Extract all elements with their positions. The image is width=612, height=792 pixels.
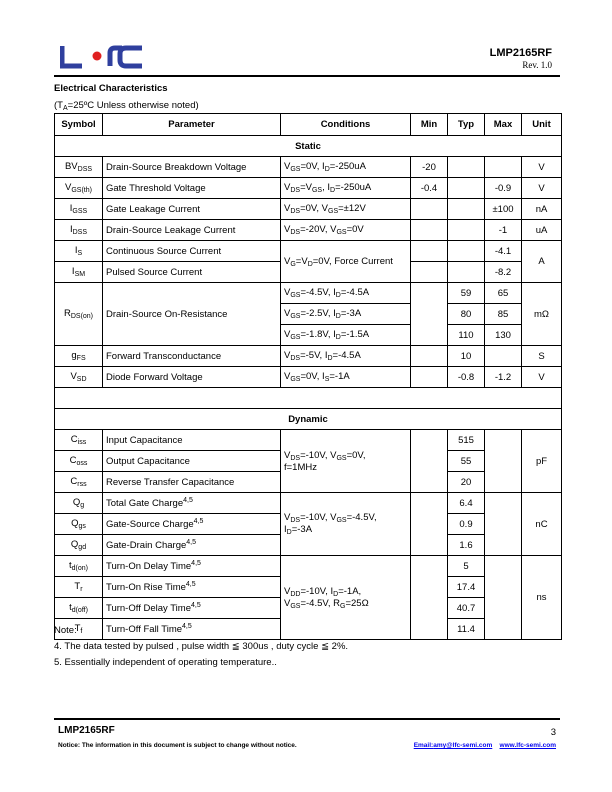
conditions-cell: $V_{DS}=-10V$, $V_{GS}=-4.5V$, $I_D=-3A$: [281, 493, 411, 556]
min-cell: -0.4: [411, 178, 448, 199]
symbol-cell: $g_{FS}$: [55, 346, 103, 367]
notes-block: [54, 623, 348, 671]
min-cell: [411, 367, 448, 388]
parameter-cell: Turn-Off Delay Time$^{4,5}$: [103, 598, 281, 619]
min-cell: [411, 346, 448, 367]
note-item: 5. Essentially independent of operating temperature..: [54, 657, 277, 668]
min-cell: [411, 493, 448, 556]
parameter-cell: Drain-Source Leakage Current: [103, 220, 281, 241]
col-header: Parameter: [103, 114, 281, 136]
typ-cell: [448, 262, 485, 283]
max-cell: -1.2: [485, 367, 522, 388]
typ-cell: 1.6: [448, 535, 485, 556]
max-cell: [485, 346, 522, 367]
parameter-cell: Total Gate Charge$^{4,5}$: [103, 493, 281, 514]
footer-rule: [54, 718, 560, 720]
max-cell: -8.2: [485, 262, 522, 283]
unit-cell: A: [522, 241, 562, 283]
table-row: [55, 430, 562, 451]
conditions-cell: $V_G=V_D=0V$, Force Current: [281, 241, 411, 283]
col-header: Typ: [448, 114, 485, 136]
table-row: [55, 367, 562, 388]
footer-contact: [414, 742, 556, 749]
footer-part-number: LMP2165RF: [58, 725, 115, 736]
col-header: Min: [411, 114, 448, 136]
symbol-cell: $I_{SM}$: [55, 262, 103, 283]
conditions-cell: $V_{GS}=0V$, $I_S=-1A$: [281, 367, 411, 388]
conditions-cell: $V_{DS}=-10V$, $V_{GS}=0V$, f=1MHz: [281, 430, 411, 493]
symbol-cell: $C_{iss}$: [55, 430, 103, 451]
typ-cell: 10: [448, 346, 485, 367]
unit-cell: uA: [522, 220, 562, 241]
conditions-cell: $V_{DS}=-5V$, $I_D=-4.5A$: [281, 346, 411, 367]
symbol-cell: $I_{DSS}$: [55, 220, 103, 241]
conditions-cell: $V_{GS}=-1.8V$, $I_D=-1.5A$: [281, 325, 411, 346]
table-row: [55, 556, 562, 577]
max-cell: -4.1: [485, 241, 522, 262]
unit-cell: V: [522, 178, 562, 199]
typ-cell: 80: [448, 304, 485, 325]
max-cell: [485, 556, 522, 640]
symbol-cell: $Q_g$: [55, 493, 103, 514]
typ-cell: [448, 220, 485, 241]
unit-cell: ns: [522, 556, 562, 640]
typ-cell: 0.9: [448, 514, 485, 535]
website-link[interactable]: www.lfc-semi.com: [499, 742, 556, 749]
note-item: 4. The data tested by pulsed , pulse width ≦ 300us , duty cycle ≦ 2%.: [54, 641, 349, 652]
min-cell: [411, 262, 448, 283]
symbol-cell: $I_S$: [55, 241, 103, 262]
parameter-cell: Forward Transconductance: [103, 346, 281, 367]
table-row: [55, 493, 562, 514]
max-cell: [485, 493, 522, 556]
parameter-cell: Pulsed Source Current: [103, 262, 281, 283]
unit-cell: pF: [522, 430, 562, 493]
min-cell: [411, 283, 448, 346]
conditions-cell: $V_{DD}=-10V$, $I_D=-1A$, $V_{GS}=-4.5V$, $R_G=25\Omega$: [281, 556, 411, 640]
typ-cell: 55: [448, 451, 485, 472]
parameter-cell: Gate Leakage Current: [103, 199, 281, 220]
max-cell: 65: [485, 283, 522, 304]
symbol-cell: $T_r$: [55, 577, 103, 598]
col-header: Unit: [522, 114, 562, 136]
unit-cell: S: [522, 346, 562, 367]
parameter-cell: Drain-Source On-Resistance: [103, 283, 281, 346]
parameter-cell: Output Capacitance: [103, 451, 281, 472]
max-cell: -1: [485, 220, 522, 241]
col-header: Symbol: [55, 114, 103, 136]
max-cell: [485, 430, 522, 493]
min-cell: [411, 199, 448, 220]
table-row: [55, 199, 562, 220]
table-row: [55, 346, 562, 367]
header-part-number: LMP2165RF: [489, 47, 552, 59]
min-cell: -20: [411, 157, 448, 178]
max-cell: 130: [485, 325, 522, 346]
notes-title: Note:: [54, 625, 77, 636]
email-link[interactable]: Email:amy@lfc-semi.com: [413, 742, 493, 749]
test-condition-note: ($T_A=25ºC$ Unless otherwise noted): [54, 100, 199, 112]
symbol-cell: $I_{GSS}$: [55, 199, 103, 220]
unit-cell: nA: [522, 199, 562, 220]
symbol-cell: $t_{d(on)}$: [55, 556, 103, 577]
revision-label: Rev. 1.0: [522, 60, 552, 70]
typ-cell: [448, 157, 485, 178]
typ-cell: -0.8: [448, 367, 485, 388]
table-header-row: [55, 114, 562, 136]
typ-cell: 59: [448, 283, 485, 304]
lfc-logo: [60, 44, 144, 70]
parameter-cell: Turn-On Rise Time$^{4,5}$: [103, 577, 281, 598]
symbol-cell: $V_{SD}$: [55, 367, 103, 388]
typ-cell: [448, 199, 485, 220]
max-cell: -0.9: [485, 178, 522, 199]
typ-cell: 515: [448, 430, 485, 451]
typ-cell: [448, 178, 485, 199]
parameter-cell: Diode Forward Voltage: [103, 367, 281, 388]
typ-cell: 110: [448, 325, 485, 346]
parameter-cell: Gate-Source Charge$^{4,5}$: [103, 514, 281, 535]
conditions-cell: $V_{DS}=V_{GS}$, $I_D=-250uA$: [281, 178, 411, 199]
electrical-characteristics-table: [54, 113, 562, 640]
conditions-cell: $V_{DS}=-20V$, $V_{GS}=0V$: [281, 220, 411, 241]
max-cell: [485, 157, 522, 178]
table-row: [55, 220, 562, 241]
typ-cell: 11.4: [448, 619, 485, 640]
table-row: [55, 283, 562, 304]
col-header: Max: [485, 114, 522, 136]
symbol-cell: $BV_{DSS}$: [55, 157, 103, 178]
static-section-label: Static: [55, 136, 562, 157]
page-number: 3: [550, 727, 556, 738]
unit-cell: mΩ: [522, 283, 562, 346]
unit-cell: nC: [522, 493, 562, 556]
parameter-cell: Drain-Source Breakdown Voltage: [103, 157, 281, 178]
symbol-cell: $Q_{gd}$: [55, 535, 103, 556]
symbol-cell: $t_{d(off)}$: [55, 598, 103, 619]
typ-cell: 6.4: [448, 493, 485, 514]
conditions-cell: $V_{GS}=-2.5V$, $I_D=-3A$: [281, 304, 411, 325]
conditions-cell: $V_{GS}=-4.5V$, $I_D=-4.5A$: [281, 283, 411, 304]
max-cell: ±100: [485, 199, 522, 220]
typ-cell: [448, 241, 485, 262]
min-cell: [411, 556, 448, 640]
table-row: [55, 157, 562, 178]
header-rule: [54, 75, 560, 77]
min-cell: [411, 220, 448, 241]
parameter-cell: Gate Threshold Voltage: [103, 178, 281, 199]
typ-cell: 20: [448, 472, 485, 493]
min-cell: [411, 241, 448, 262]
unit-cell: V: [522, 367, 562, 388]
symbol-cell: $C_{rss}$: [55, 472, 103, 493]
typ-cell: 5: [448, 556, 485, 577]
table-row: [55, 178, 562, 199]
dynamic-section-label: Dynamic: [55, 409, 562, 430]
symbol-cell: $T_f$: [55, 619, 103, 640]
typ-cell: 17.4: [448, 577, 485, 598]
symbol-cell: $Q_{gs}$: [55, 514, 103, 535]
section-title: Electrical Characteristics: [54, 83, 168, 94]
col-header: Conditions: [281, 114, 411, 136]
parameter-cell: Turn-Off Fall Time$^{4,5}$: [103, 619, 281, 640]
conditions-cell: $V_{DS}=0V$, $V_{GS}=\pm 12V$: [281, 199, 411, 220]
symbol-cell: $V_{GS(th)}$: [55, 178, 103, 199]
table-row: [55, 241, 562, 262]
symbol-cell: $R_{DS(on)}$: [55, 283, 103, 346]
parameter-cell: Turn-On Delay Time$^{4,5}$: [103, 556, 281, 577]
min-cell: [411, 430, 448, 493]
parameter-cell: Gate-Drain Charge$^{4,5}$: [103, 535, 281, 556]
parameter-cell: Input Capacitance: [103, 430, 281, 451]
parameter-cell: Continuous Source Current: [103, 241, 281, 262]
unit-cell: V: [522, 157, 562, 178]
parameter-cell: Reverse Transfer Capacitance: [103, 472, 281, 493]
max-cell: 85: [485, 304, 522, 325]
typ-cell: 40.7: [448, 598, 485, 619]
symbol-cell: $C_{oss}$: [55, 451, 103, 472]
conditions-cell: $V_{GS}=0V$, $I_D=-250uA$: [281, 157, 411, 178]
footer-notice: Notice: The information in this document is subject to change without notice.: [58, 742, 297, 749]
